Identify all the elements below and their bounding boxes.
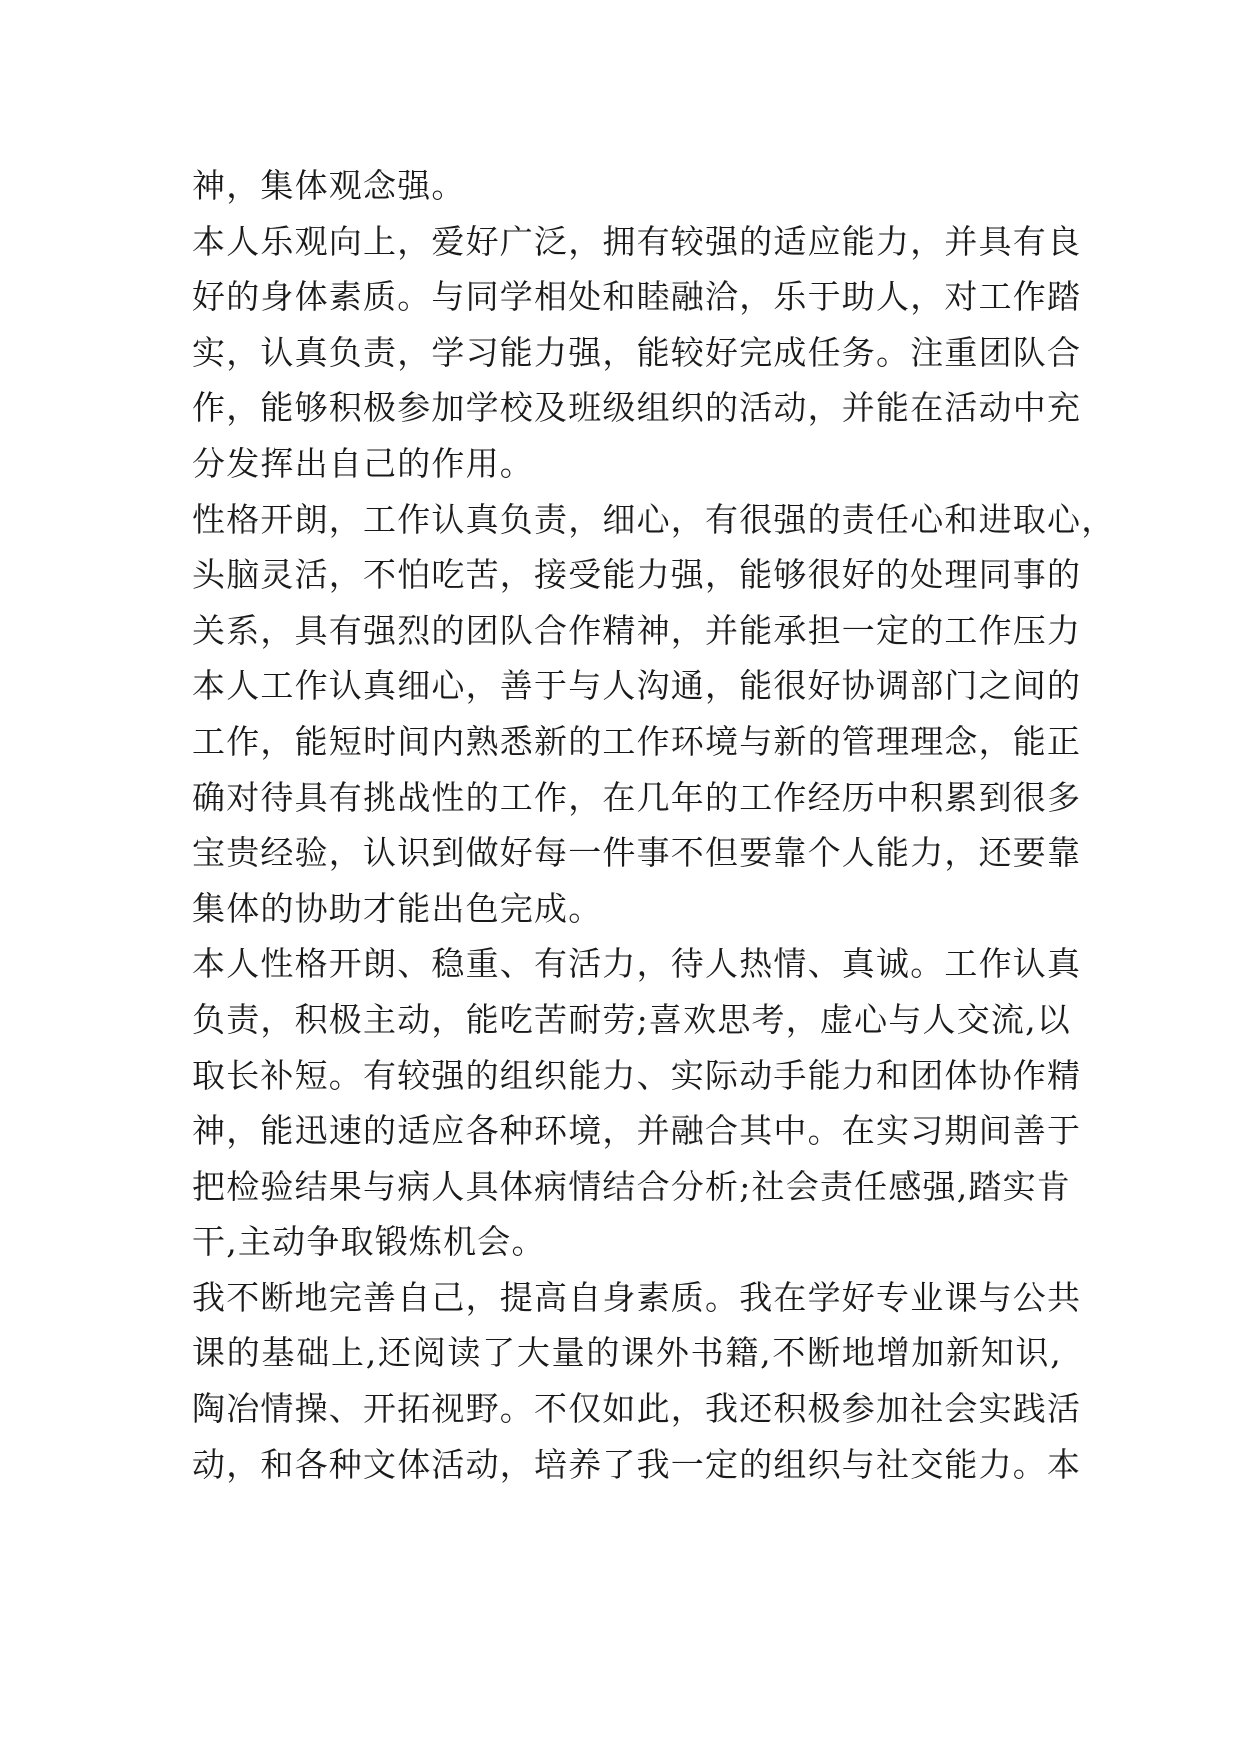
text-line: 作，能够积极参加学校及班级组织的活动，并能在活动中充 [192, 388, 1082, 428]
text-line: 工作，能短时间内熟悉新的工作环境与新的管理理念，能正 [192, 721, 1082, 761]
text-line: 确对待具有挑战性的工作，在几年的工作经历中积累到很多 [192, 777, 1082, 817]
text-line: 性格开朗，工作认真负责，细心，有很强的责任心和进取心， [192, 499, 1116, 539]
text-line: 陶冶情操、开拓视野。不仅如此，我还积极参加社会实践活 [192, 1389, 1082, 1429]
text-line: 本人性格开朗、稳重、有活力，待人热情、真诚。工作认真 [192, 944, 1082, 984]
text-line: 头脑灵活，不怕吃苦，接受能力强，能够很好的处理同事的 [192, 555, 1082, 595]
text-line: 把检验结果与病人具体病情结合分析;社会责任感强,踏实肯 [192, 1166, 1072, 1206]
text-line: 我不断地完善自己，提高自身素质。我在学好专业课与公共 [192, 1277, 1082, 1317]
text-line: 干,主动争取锻炼机会。 [192, 1222, 546, 1262]
body-text [192, 158, 1116, 1492]
text-line: 好的身体素质。与同学相处和睦融洽，乐于助人，对工作踏 [192, 277, 1082, 317]
text-line: 神，能迅速的适应各种环境，并融合其中。在实习期间善于 [192, 1111, 1082, 1151]
text-line: 本人乐观向上，爱好广泛，拥有较强的适应能力，并具有良 [192, 221, 1082, 261]
text-line: 神，集体观念强。 [192, 166, 466, 205]
text-line: 实，认真负责，学习能力强，能较好完成任务。注重团队合 [192, 332, 1082, 372]
text-line: 负责，积极主动，能吃苦耐劳;喜欢思考，虚心与人交流,以 [192, 999, 1072, 1039]
text-line: 课的基础上,还阅读了大量的课外书籍,不断地增加新知识, [192, 1333, 1062, 1373]
text-line: 关系，具有强烈的团队合作精神，并能承担一定的工作压力 [192, 610, 1082, 650]
text-line: 分发挥出自己的作用。 [192, 443, 534, 483]
text-line: 宝贵经验，认识到做好每一件事不但要靠个人能力，还要靠 [192, 833, 1082, 873]
text-line: 动，和各种文体活动，培养了我一定的组织与社交能力。本 [192, 1444, 1082, 1484]
text-line: 本人工作认真细心，善于与人沟通，能很好协调部门之间的 [192, 666, 1082, 706]
text-line: 取长补短。有较强的组织能力、实际动手能力和团体协作精 [192, 1055, 1082, 1095]
text-line: 集体的协助才能出色完成。 [192, 888, 603, 928]
